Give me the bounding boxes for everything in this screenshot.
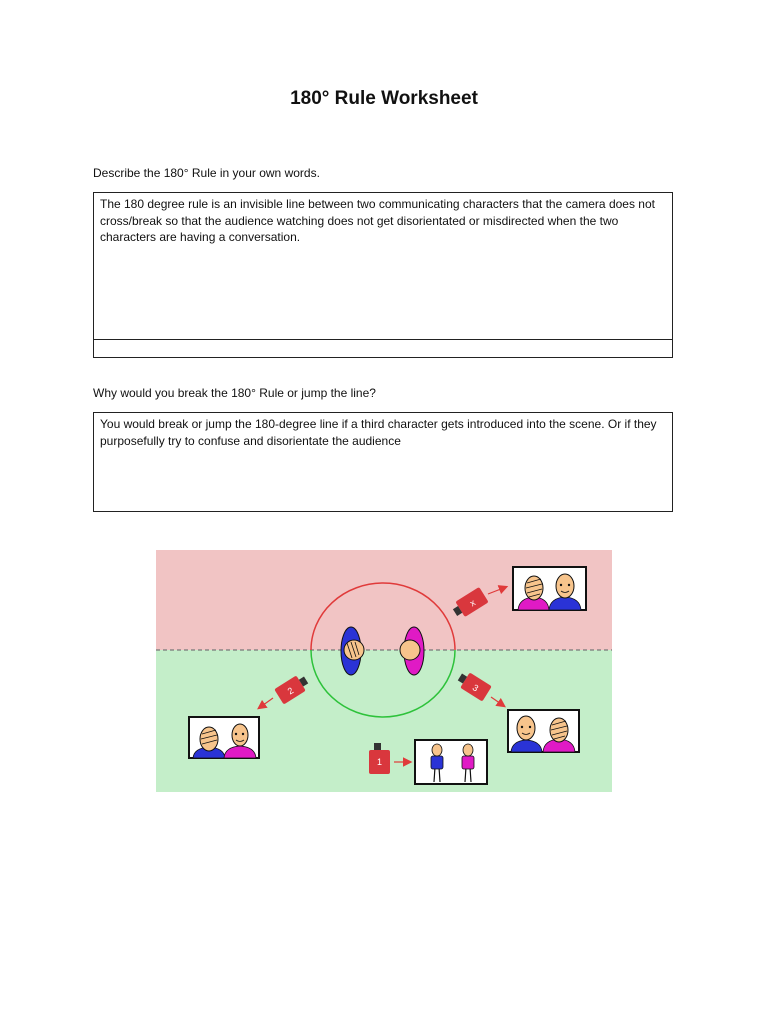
monitor-x-frame-icon [513, 567, 586, 610]
camera-1-label: 1 [376, 757, 383, 767]
camera-2-label: 2 [285, 685, 296, 697]
question-1-prompt: Describe the 180° Rule in your own words. [93, 166, 320, 180]
answer-1-text: The 180 degree rule is an invisible line between two communicating characters that the camera does not cross/break so that the audience watching does not get disorientated or misdirected when the two characters are having a conversation. [100, 197, 655, 244]
question-2-prompt: Why would you break the 180° Rule or jump the line? [93, 386, 376, 400]
answer-box-1-divider [94, 339, 672, 340]
monitor-2-frame-icon [189, 717, 259, 758]
answer-box-1[interactable] [93, 192, 673, 358]
worksheet-title: 180° Rule Worksheet [290, 88, 478, 109]
camera-x-label: x [467, 597, 478, 609]
answer-2-text: You would break or jump the 180-degree line if a third character gets introduced into the scene. Or if they purposefully try to confuse and disorientate the audience [100, 417, 657, 448]
answer-box-2[interactable] [93, 412, 673, 512]
camera-3-label: 3 [470, 682, 481, 694]
monitor-1-frame-icon [415, 740, 487, 784]
180-rule-diagram [156, 550, 612, 792]
monitor-3-frame-icon [508, 710, 579, 752]
